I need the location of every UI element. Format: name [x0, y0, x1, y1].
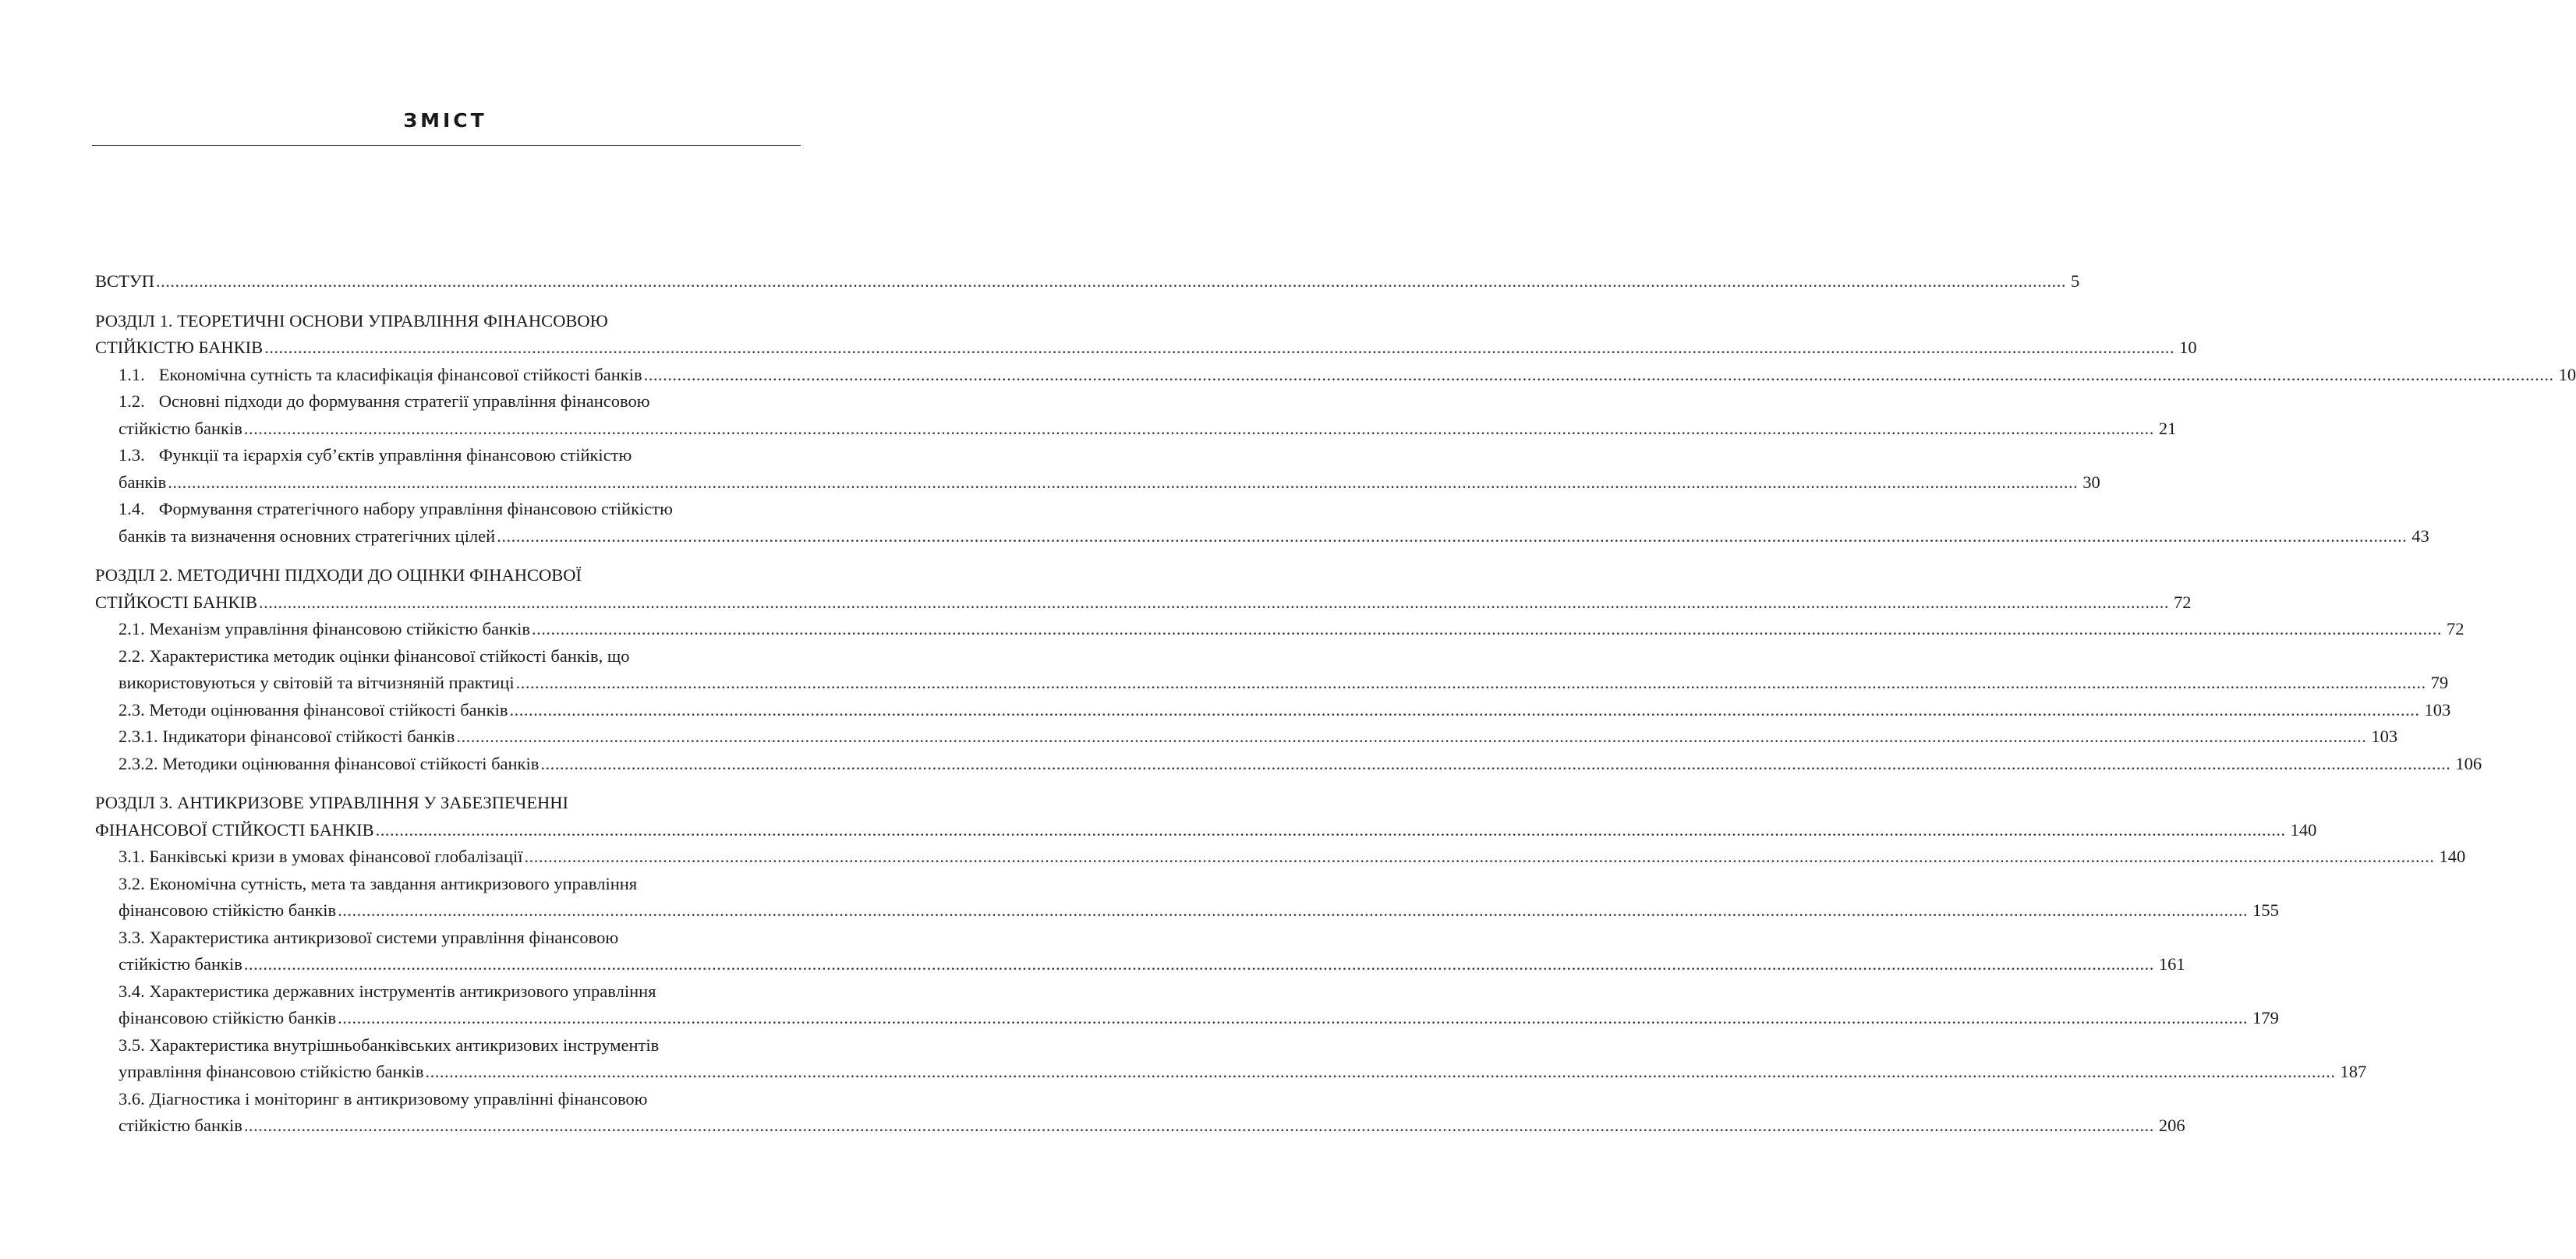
toc-section[interactable] — [95, 616, 2465, 643]
toc-entry-text: 1.4. Формування стратегічного набору управління фінансовою стійкістю — [119, 499, 673, 518]
toc-entry-text: 2.3.2. Методики оцінювання фінансової стійкості банків — [119, 753, 540, 773]
toc-page-number: 5 — [2070, 271, 2080, 291]
toc-entry-line — [119, 697, 2451, 724]
toc-entry-text: ВСТУП — [95, 271, 154, 291]
dot-leader: ................................................................................................................................................................................................................................................................................................................................................................................................................ — [243, 954, 2154, 974]
toc-page-number: 140 — [2439, 847, 2466, 866]
toc-section[interactable] — [95, 442, 2100, 496]
toc-entry-line — [119, 469, 2100, 497]
toc-page-number: 72 — [2173, 592, 2192, 612]
table-of-contents — [95, 268, 2576, 1140]
title-rule — [92, 145, 801, 146]
toc-page-number: 179 — [2252, 1008, 2279, 1027]
toc-entry-text: 1.2. Основні підходи до формування стратегії управління фінансовою — [119, 391, 650, 411]
dot-leader: ................................................................................................................................................................................................................................................................................................................................................................................................................ — [338, 1008, 2249, 1027]
toc-entry-text: СТІЙКІСТЮ БАНКІВ — [95, 338, 264, 357]
toc-page-number: 161 — [2158, 954, 2185, 974]
toc-entry-line — [119, 616, 2465, 643]
toc-section[interactable] — [95, 388, 2177, 442]
toc-entry-text: стійкістю банків — [119, 954, 242, 974]
toc-entry-line — [119, 1112, 2185, 1140]
dot-leader: ................................................................................................................................................................................................................................................................................................................................................................................................................ — [243, 1116, 2154, 1135]
toc-entry-line — [119, 951, 2185, 978]
toc-entry-line — [119, 670, 2449, 697]
toc-chapter[interactable] — [95, 562, 2192, 616]
toc-entry-line — [95, 268, 2080, 295]
toc-entry-text: фінансовою стійкістю банків — [119, 900, 337, 920]
toc-entry-text: 2.3. Методи оцінювання фінансової стійкості банків — [119, 699, 508, 720]
dot-leader: ................................................................................................................................................................................................................................................................................................................................................................................................................ — [338, 900, 2249, 920]
toc-section[interactable] — [95, 362, 2576, 389]
toc-section[interactable] — [95, 925, 2185, 978]
toc-section[interactable] — [95, 697, 2451, 724]
dot-leader: ................................................................................................................................................................................................................................................................................................................................................................................................................ — [168, 472, 2079, 492]
dot-leader: ................................................................................................................................................................................................................................................................................................................................................................................................................ — [425, 1062, 2336, 1081]
toc-entry-text: фінансовою стійкістю банків — [119, 1008, 337, 1027]
toc-entry-text: 1.1. Економічна сутність та класифікація фінансової стійкості банків — [119, 364, 642, 384]
toc-entry-line — [119, 843, 2466, 871]
toc-chapter[interactable] — [95, 268, 2080, 295]
toc-entry-text: 3.1. Банківські кризи в умовах фінансової глобалізації — [119, 847, 523, 866]
toc-section[interactable] — [95, 978, 2279, 1032]
toc-entry-line — [119, 1005, 2279, 1032]
toc-page-number: 43 — [2411, 525, 2429, 546]
toc-page-number: 10 — [2179, 338, 2197, 357]
toc-entry-line — [119, 897, 2279, 925]
toc-entry-text: 3.3. Характеристика антикризової системи управління фінансовою — [119, 927, 619, 947]
toc-entry-text: 1.3. Функції та ієрархія суб’єктів управління фінансовою стійкістю — [119, 445, 632, 465]
toc-entry-number: 1.2. — [119, 391, 145, 411]
toc-page-number: 103 — [2371, 727, 2398, 746]
dot-leader: ................................................................................................................................................................................................................................................................................................................................................................................................................ — [643, 364, 2554, 384]
dot-leader: ................................................................................................................................................................................................................................................................................................................................................................................................................ — [497, 525, 2408, 546]
toc-entry-number: 1.1. — [119, 364, 145, 384]
toc-section[interactable] — [95, 871, 2279, 925]
toc-entry-text: РОЗДІЛ 3. АНТИКРИЗОВЕ УПРАВЛІННЯ У ЗАБЕЗПЕЧЕННІ — [95, 793, 569, 812]
toc-entry-text: РОЗДІЛ 1. ТЕОРЕТИЧНІ ОСНОВИ УПРАВЛІННЯ ФІНАНСОВОЮ — [95, 310, 608, 331]
dot-leader: ................................................................................................................................................................................................................................................................................................................................................................................................................ — [456, 727, 2367, 746]
toc-page-number: 106 — [2455, 753, 2482, 773]
toc-entry-text: 2.3.1. Індикатори фінансової стійкості банків — [119, 727, 455, 746]
dot-leader: ................................................................................................................................................................................................................................................................................................................................................................................................................ — [509, 699, 2420, 720]
toc-entry-line — [119, 751, 2482, 778]
toc-entry-line — [119, 1059, 2367, 1086]
toc-entry-text: 3.5. Характеристика внутрішньобанківських антикризових інструментів — [119, 1034, 660, 1055]
dot-leader: ................................................................................................................................................................................................................................................................................................................................................................................................................ — [515, 673, 2426, 692]
toc-section[interactable] — [95, 723, 2398, 751]
dot-leader: ................................................................................................................................................................................................................................................................................................................................................................................................................ — [524, 847, 2435, 866]
toc-page-number: 21 — [2158, 418, 2177, 438]
dot-leader: ................................................................................................................................................................................................................................................................................................................................................................................................................ — [531, 619, 2442, 638]
toc-page-number: 155 — [2252, 900, 2279, 920]
toc-entry-text: використовуються у світовій та вітчизняній практиці — [119, 673, 515, 692]
toc-entry-line — [95, 817, 2317, 844]
page-title: ЗМІСТ — [403, 109, 487, 132]
toc-page-number: 187 — [2340, 1062, 2367, 1081]
toc-entry-text: 2.1. Механізм управління фінансовою стійкістю банків — [119, 619, 530, 638]
toc-entry-text: РОЗДІЛ 2. МЕТОДИЧНІ ПІДХОДИ ДО ОЦІНКИ ФІНАНСОВОЇ — [95, 565, 582, 585]
toc-chapter[interactable] — [95, 790, 2317, 843]
toc-entry-text: 3.4. Характеристика державних інструментів антикризового управління — [119, 981, 656, 1001]
toc-page-number: 206 — [2158, 1116, 2185, 1135]
dot-leader: ................................................................................................................................................................................................................................................................................................................................................................................................................ — [540, 753, 2451, 773]
dot-leader: ................................................................................................................................................................................................................................................................................................................................................................................................................ — [375, 819, 2286, 840]
toc-section[interactable] — [95, 1086, 2185, 1140]
dot-leader: ................................................................................................................................................................................................................................................................................................................................................................................................................ — [258, 592, 2169, 612]
toc-entry-text: стійкістю банків — [119, 418, 242, 438]
toc-entry-line — [95, 334, 2197, 362]
toc-entry-text: 2.2. Характеристика методик оцінки фінансової стійкості банків, що — [119, 645, 630, 666]
toc-page-number: 72 — [2446, 619, 2465, 638]
toc-section[interactable] — [95, 496, 2429, 550]
toc-entry-text: стійкістю банків — [119, 1116, 242, 1135]
toc-entry-text: 3.6. Діагностика і моніторинг в антикризовому управлінні фінансовою — [119, 1088, 648, 1109]
toc-entry-line — [119, 523, 2429, 550]
toc-entry-text: банків та визначення основних стратегічних цілей — [119, 525, 496, 546]
toc-entry-line — [119, 723, 2398, 751]
toc-entry-text: банків — [119, 472, 167, 492]
dot-leader: ................................................................................................................................................................................................................................................................................................................................................................................................................ — [264, 338, 2175, 357]
toc-section[interactable] — [95, 843, 2466, 871]
toc-entry-number: 1.4. — [119, 499, 145, 518]
toc-entry-text: управління фінансовою стійкістю банків — [119, 1062, 424, 1081]
toc-page-number: 140 — [2290, 819, 2317, 840]
dot-leader: ................................................................................................................................................................................................................................................................................................................................................................................................................ — [155, 271, 2066, 291]
dot-leader: ................................................................................................................................................................................................................................................................................................................................................................................................................ — [243, 418, 2154, 438]
toc-chapter[interactable] — [95, 308, 2197, 362]
toc-entry-number: 1.3. — [119, 445, 145, 465]
toc-page-number: 79 — [2430, 673, 2449, 692]
toc-page-number: 103 — [2424, 699, 2451, 720]
toc-page-number: 30 — [2082, 472, 2100, 492]
toc-entry-text: ФІНАНСОВОЇ СТІЙКОСТІ БАНКІВ — [95, 819, 374, 840]
toc-section[interactable] — [95, 1032, 2367, 1086]
toc-section[interactable] — [95, 643, 2449, 697]
toc-section[interactable] — [95, 751, 2482, 778]
toc-entry-text: 3.2. Економічна сутність, мета та завдання антикризового управління — [119, 873, 638, 893]
toc-entry-text: СТІЙКОСТІ БАНКІВ — [95, 592, 257, 612]
toc-page-number: 10 — [2558, 364, 2576, 384]
toc-entry-line — [95, 589, 2192, 617]
toc-entry-line — [119, 416, 2177, 443]
toc-entry-line — [119, 362, 2576, 389]
